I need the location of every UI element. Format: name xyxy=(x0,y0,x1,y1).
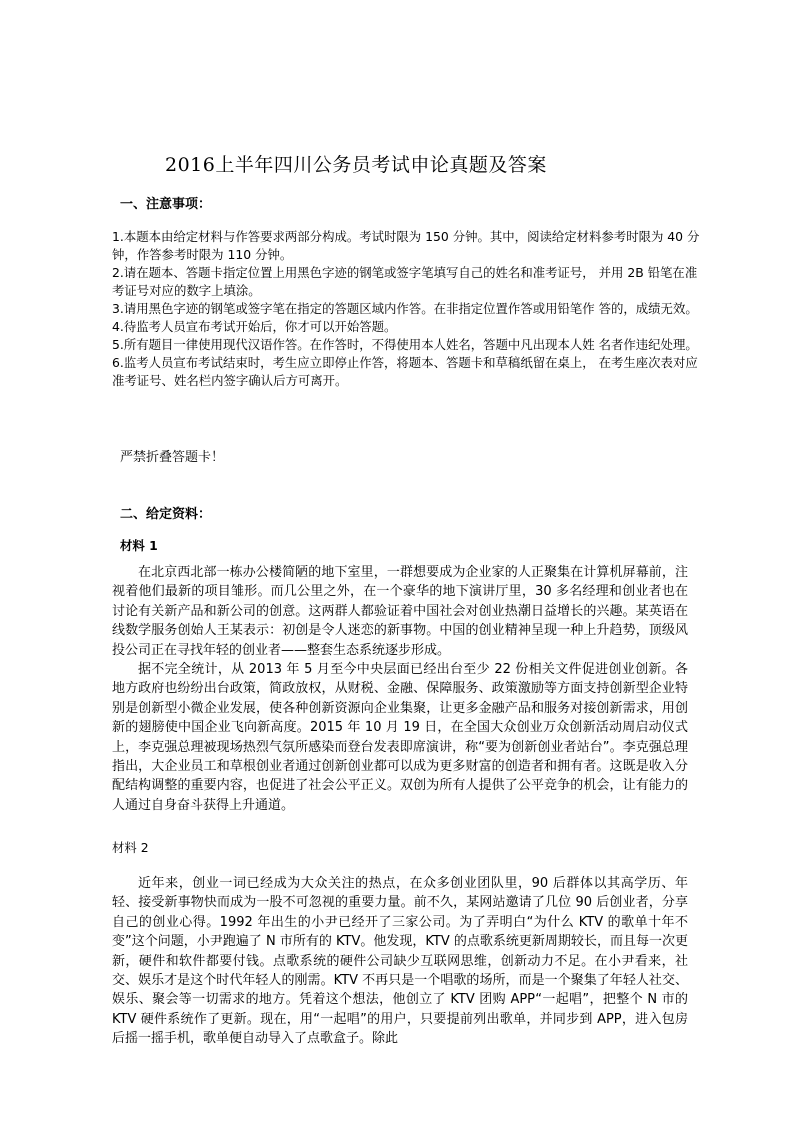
notice-item: 5.所有题目一律使用现代汉语作答。在作答时，不得使用本人姓名，答题中凡出现本人姓 名者作违纪处理。 xyxy=(112,337,698,352)
notice-item: 2.请在题本、答题卡指定位置上用黑色字迹的钢笔或签字笔填写自己的姓名和准考证号， 并用 2B 铅笔在准考证号对应的数字上填涂。 xyxy=(112,265,698,298)
notice-item: 4.待监考人员宣布考试开始后，你才可以开始答题。 xyxy=(112,319,397,334)
notice-item: 3.请用黑色字迹的钢笔或签字笔在指定的答题区域内作答。在非指定位置作答或用铅笔作 答的，成绩无效。 xyxy=(112,301,698,316)
notice-item: 1.本题本由给定材料与作答要求两部分构成。考试时限为 150 分钟。其中，阅读给定材料参考时限为 40 分钟，作答参考时限为 110 分钟。 xyxy=(112,229,700,262)
notice-item: 6.监考人员宣布考试结束时，考生应立即停止作答，将题本、答题卡和草稿纸留在桌上， 在考生座次表对应准考证号、姓名栏内签字确认后方可离开。 xyxy=(112,355,698,388)
paragraph: 近年来，创业一词已经成为大众关注的热点，在众多创业团队里，90 后群体以其高学历、年轻、接受新事物快而成为一股不可忽视的重要力量。前不久，某网站邀请了几位 90 后创业者，分享自己的创业心得。1992 年出生的小尹已经开了三家公司。为了弄明白“为什么 KTV 的歌单十年不变”这个问题，小尹跑遍了 N 市所有的 KTV。他发现，KTV 的点歌系统更新周期较长，而且每一次更新，硬件和软件都要付钱。点歌系统的硬件公司缺少互联网思维，创新动力不足。在小尹看来，社交、娱乐才是这个时代年轻人的刚需。KTV 不再只是一个唱歌的场所，而是一个聚集了年轻人社交、娱乐、聚会等一切需求的地方。凭着这个想法，他创立了 KTV 团购 APP“一起唱”，把整个 N 市的 KTV 硬件系统作了更新。现在，用“一起唱”的用户，只要提前列出歌单，并同步到 APP，进入包房后摇一摇手机，歌单便自动导入了点歌盒子。除此 xyxy=(112,876,688,1047)
material-1-label: 材料 1 xyxy=(120,538,158,553)
paragraph: 据不完全统计，从 2013 年 5 月至今中央层面已经出台至少 22 份相关文件促进创业创新。各地方政府也纷纷出台政策，简政放权，从财税、金融、保障服务、政策激励等方面支持创新型企业特别是创新型小微企业发展，使各种创新资源向企业集聚，让更多金融产品和服务对接创新需求，用创新的翅膀使中国企业飞向新高度。2015 年 10 月 19 日，在全国大众创业万众创新活动周启动仪式上，李克强总理被现场热烈气氛所感染而登台发表即席演讲，称“要为创新创业者站台”。李克强总理指出，大企业员工和草根创业者通过创新创业都可以成为更多财富的创造者和拥有者。这既是收入分配结构调整的重要内容，也促进了社会公平正义。双创为所有人提供了公平竞争的机会，让有能力的人通过自身奋斗获得上升通道。 xyxy=(112,662,688,813)
material-2-text xyxy=(112,874,688,1049)
material-1-text xyxy=(112,563,688,815)
paragraph: 在北京西北部一栋办公楼简陋的地下室里，一群想要成为企业家的人正聚集在计算机屏幕前，注视着他们最新的项目雏形。而几公里之外，在一个豪华的地下演讲厅里，30 多名经理和创业者也在讨论有关新产品和新公司的创意。这两群人都验证着中国社会对创业热潮日益增长的兴趣。某英语在线数学服务创始人王某表示：初创是令人迷恋的新事物。中国的创业精神呈现一种上升趋势，顶级风投公司正在寻找年轻的创业者——整套生态系统逐步形成。 xyxy=(112,565,688,658)
material-2-label: 材料 2 xyxy=(112,840,149,855)
section-heading-notice: 一、注意事项： xyxy=(120,197,212,212)
notice-list xyxy=(112,228,702,390)
section-heading-materials: 二、给定资料： xyxy=(120,507,212,522)
warning-text: 严禁折叠答题卡！ xyxy=(120,450,225,465)
document-title: 2016上半年四川公务员考试申论真题及答案 xyxy=(165,154,547,176)
